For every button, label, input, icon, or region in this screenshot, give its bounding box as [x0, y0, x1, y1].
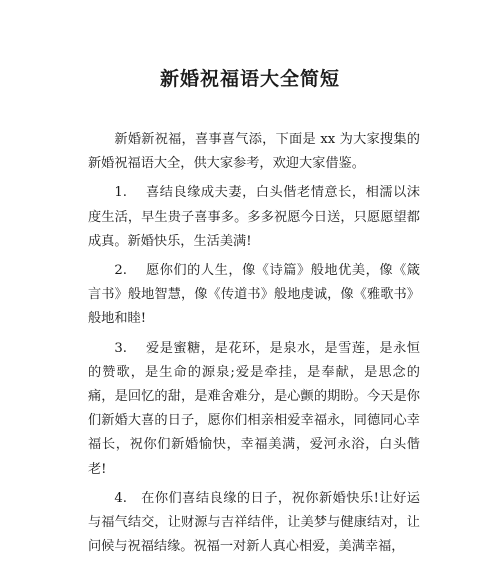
blessing-paragraph-3: 3. 爱是蜜糖，是花环，是泉水，是雪莲，是永恒的赞歌，是生命的源泉;爱是牵挂，是奉献，是思念的痛，是回忆的甜，是难舍难分，是心颤的期盼。今天是你们新婚大喜的日子，愿你们相亲相爱幸福永，同德同心幸福长，祝你们新婚愉快，幸福美满，爱河永浴，白头偕老!: [88, 340, 420, 477]
intro-paragraph: 新婚新祝福，喜事喜气添，下面是 xx 为大家搜集的新婚祝福语大全，供大家参考，欢迎大家借鉴。: [88, 132, 420, 172]
document-title: 新婚祝福语大全简短: [159, 68, 340, 90]
blessing-paragraph-2: 2. 愿你们的人生，像《诗篇》般地优美，像《箴言书》般地智慧，像《传道书》般地虔诚，像《雅歌书》般地和睦!: [88, 263, 420, 327]
blessing-paragraph-1: 1. 喜结良缘成夫妻，白头偕老情意长，相濡以沫度生活，早生贵子喜事多。多多祝愿今日送，只愿愿望都成真。新婚快乐，生活美满!: [88, 185, 420, 249]
blessing-paragraph-4: 4. 在你们喜结良缘的日子，祝你新婚快乐!让好运与福气结交，让财源与吉祥结伴，让美梦与健康结对，让问候与祝福结缘。祝福一对新人真心相爱，美满幸福，: [88, 490, 420, 555]
document-body: [88, 128, 420, 564]
